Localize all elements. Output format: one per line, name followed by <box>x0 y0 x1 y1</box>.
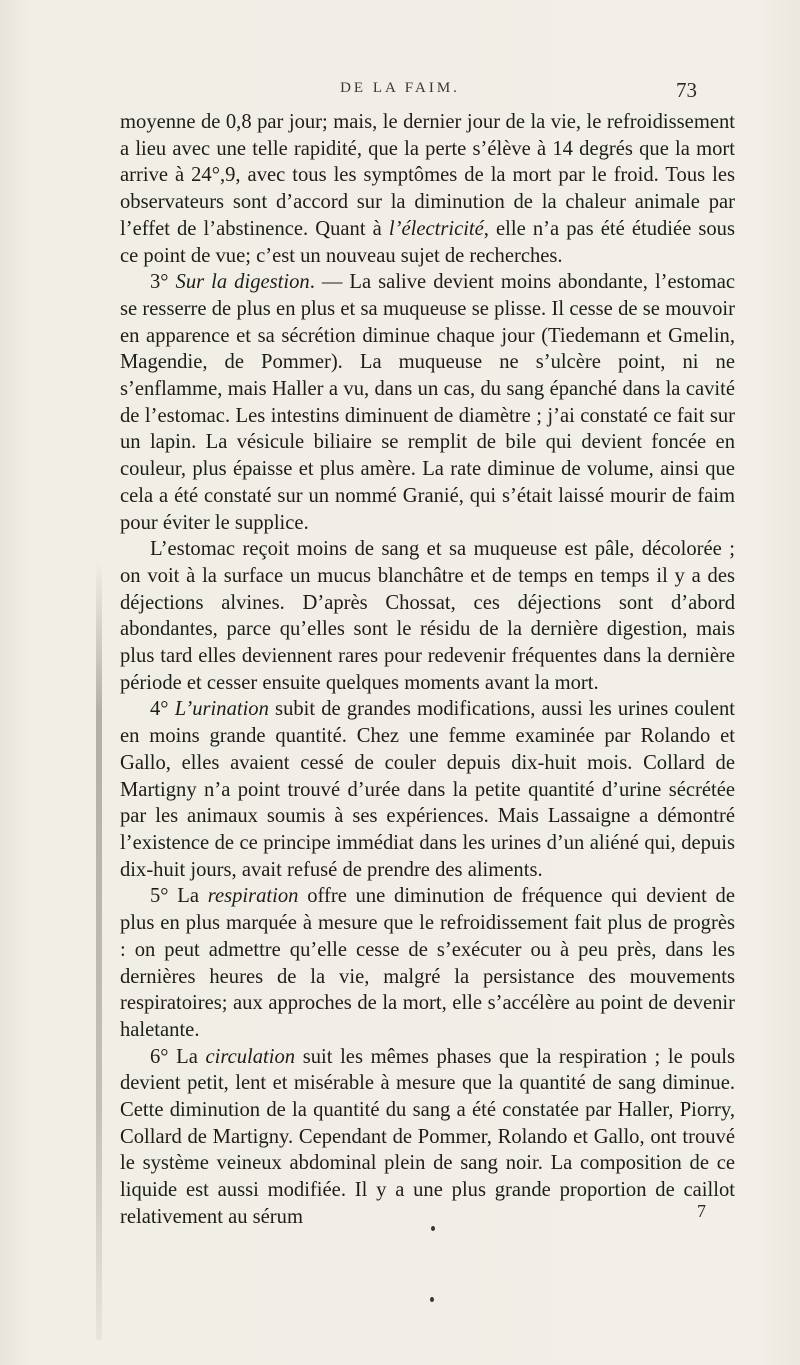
paragraph-urination <box>120 696 735 883</box>
paragraph-text: suit les mêmes phases que la respiration ; le pouls devient petit, lent et misérable à mesure que la quantité de sang diminue. Cette diminution de la quantité du sang a été constatée par Haller, Piorry, Collard de Martigny. Cependant de Pommer, Rolando et Gallo, ont trouvé le système veineux abdominal plein de sang noir. La composition de ce liquide est aussi modifiée. Il y a une plus grande proportion de caillot relativement au sérum <box>120 1045 735 1228</box>
section-heading: respiration <box>207 885 299 908</box>
running-title: DE LA FAIM. <box>340 80 460 96</box>
gutter-shadow <box>96 560 102 1340</box>
paragraph-text: , elle n’a pas été étudiée sous ce point de vue; c’est un nouveau sujet de recherches. <box>120 217 735 267</box>
paragraph-text: moyenne de 0,8 par jour; mais, le dernier jour de la vie, le refroidissement a lieu avec une telle rapidité, que la perte s’élève à 14 degrés que la mort arrive à 24°,9, avec tous les symptômes de la mort par le froid. Tous les observateurs sont d’accord sur la diminution de la chaleur animale par l’effet de l’abstinence. Quant à <box>120 111 735 240</box>
signature-mark: 7 <box>697 1201 706 1221</box>
paragraph-text: subit de grandes modifications, aussi les urines coulent en moins grande quantité. Chez une femme examinée par Rolando et Gallo, elles avaient cessé de couler depuis dix-huit mois. Collard de Martigny n’a point trouvé d’urée dans la petite quantité d’urine sécrétée par les animaux soumis à ses expériences. Mais Lassaigne a démontré l’existence de ce principe immédiat dans les urines d’un aliéné qui, depuis dix-huit jours, avait refusé de prendre des aliments. <box>120 698 735 881</box>
paragraph-circulation <box>120 1044 735 1231</box>
running-head <box>0 78 800 106</box>
section-number: 3° <box>150 271 176 294</box>
paragraph-text: L’estomac reçoit moins de sang et sa muqueuse est pâle, décolorée ; on voit à la surface un mucus blanchâtre et de temps en temps il y a des déjections alvines. D’après Chossat, ces déjections sont d’abord abondantes, parce qu’elles sont le résidu de la dernière digestion, mais plus tard elles deviennent rares pour redevenir fréquentes dans la dernière période et cesser ensuite quelques moments avant la mort. <box>120 538 735 694</box>
section-heading: Sur la digestion <box>175 271 310 294</box>
italic-term: l’électricité <box>388 217 484 240</box>
paragraph-text: offre une diminution de fréquence qui devient de plus en plus marquée à mesure que le refroidissement fait plus de progrès : on peut admettre qu’elle cesse de s’exécuter ou à peu près, dans les dernières heures de la vie, malgré la persistance des mouvements respiratoires; aux approches de la mort, elle s’accélère au point de devenir haletante. <box>120 885 735 1041</box>
page-number: 73 <box>676 78 697 102</box>
paragraph-stomach <box>120 536 735 696</box>
section-heading: L’urination <box>174 698 269 721</box>
section-number: 4° <box>150 698 175 721</box>
paragraph-respiration <box>120 883 735 1043</box>
paragraph-text: . — La salive devient moins abondante, l’estomac se resserre de plus en plus et sa muqueuse se plisse. Il cesse de se mouvoir en apparence et sa sécrétion diminue chaque jour (Tiedemann et Gmelin, Magendie, de Pommer). La muqueuse ne s’ulcère point, ni ne s’enflamme, mais Haller a vu, dans un cas, du sang épanché dans la cavité de l’estomac. Les intestins diminuent de diamètre ; j’ai constaté ce fait sur un lapin. La vésicule biliaire se remplit de bile qui devient foncée en couleur, plus épaisse et plus amère. La rate diminue de volume, ainsi que cela a été constaté sur un nommé Granié, qui s’était laissé mourir de faim pour éviter le supplice. <box>120 271 735 534</box>
ink-speck <box>430 1297 434 1302</box>
section-number: 6° La <box>150 1045 206 1068</box>
body-text <box>120 109 735 1231</box>
paragraph-temperature <box>120 109 735 269</box>
section-heading: circulation <box>205 1045 296 1068</box>
section-number: 5° La <box>150 885 208 908</box>
ink-speck <box>431 1226 435 1231</box>
paragraph-digestion <box>120 269 735 536</box>
